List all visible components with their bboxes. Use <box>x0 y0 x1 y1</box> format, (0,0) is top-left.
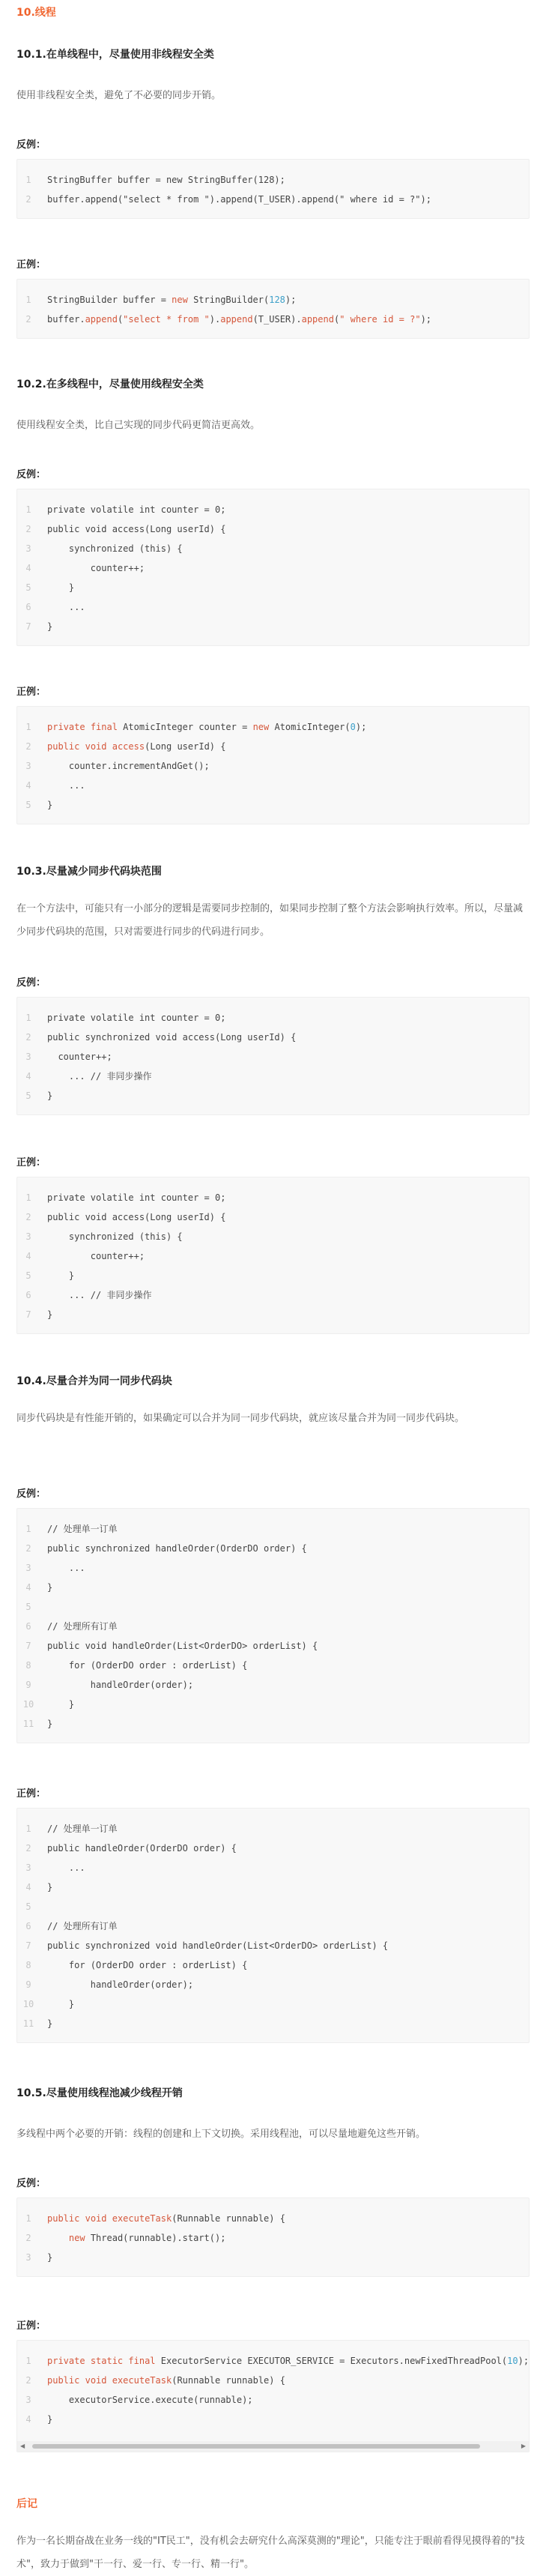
horizontal-scrollbar[interactable] <box>17 2441 529 2452</box>
heading-10-2: 10.2.在多线程中，尽量使用线程安全类 <box>16 378 204 390</box>
code-token: ); <box>285 295 297 305</box>
code-token: append <box>301 314 334 325</box>
code-token: public <box>47 2213 80 2224</box>
line-number: 1 <box>25 1824 31 1834</box>
line-number: 4 <box>25 1582 31 1593</box>
section-title: 10.线程 <box>16 7 56 19</box>
line-number: 10 <box>22 1699 34 1710</box>
code-token: counter++; <box>47 563 145 573</box>
code-token: ... <box>47 1862 85 1873</box>
line-number: 1 <box>25 1013 31 1023</box>
code-token: " where id = ?" <box>339 314 421 325</box>
paragraph-10-2: 使用线程安全类，比自己实现的同步代码更简洁更高效。 <box>16 420 261 431</box>
code-line <box>17 1067 530 1086</box>
line-number: 1 <box>25 2213 31 2224</box>
good-example-label: 正例： <box>16 2320 46 2332</box>
line-number: 3 <box>25 1052 31 1062</box>
good-example-label: 正例： <box>16 1788 46 1800</box>
code-line <box>17 1675 530 1695</box>
code-line <box>17 1916 530 1936</box>
line-number: 2 <box>25 1843 31 1853</box>
line-number: 6 <box>25 1621 31 1632</box>
code-block[interactable] <box>16 706 530 824</box>
code-line <box>17 190 530 209</box>
line-number: 4 <box>25 1251 31 1261</box>
code-token: ); <box>355 722 367 732</box>
code-line <box>17 170 530 190</box>
code-token <box>107 2375 112 2386</box>
code-token: public synchronized void access(Long userId) { <box>47 1032 297 1043</box>
code-token: ). <box>209 314 221 325</box>
line-number: 9 <box>25 1979 31 1990</box>
code-token: public synchronized void handleOrder(List<OrderDO> orderList) { <box>47 1940 389 1951</box>
code-token: (Runnable runnable) { <box>172 2213 285 2224</box>
code-line <box>17 1714 530 1734</box>
code-token: synchronized (this) { <box>47 543 183 554</box>
code-token: new <box>172 295 188 305</box>
code-token: ( <box>333 314 340 325</box>
line-number: 2 <box>25 314 31 325</box>
good-example-label: 正例： <box>16 1157 46 1168</box>
line-number: 7 <box>25 1641 31 1651</box>
code-line <box>17 1578 530 1597</box>
code-token: 0 <box>350 722 356 732</box>
code-line <box>17 617 530 636</box>
code-token: (Runnable runnable) { <box>172 2375 285 2386</box>
code-token: } <box>47 800 53 810</box>
code-token: static <box>90 2356 124 2366</box>
code-line <box>17 756 530 776</box>
line-number: 4 <box>25 780 31 791</box>
code-line <box>17 1285 530 1305</box>
afterword-paragraph: 作为一名长期奋战在业务一线的"IT民工"，没有机会去研究什么高深莫测的"理论"，只能专注于眼前看得见摸得着的"技术"，致力于做到"干一行、爱一行、专一行、精一行"。 <box>16 2536 525 2570</box>
code-line <box>17 1617 530 1636</box>
bad-example-label: 反例： <box>16 139 46 151</box>
code-token: // 处理单一订单 <box>47 1824 118 1834</box>
line-number: 2 <box>25 194 31 205</box>
line-number: 1 <box>25 295 31 305</box>
code-token: StringBuffer buffer = new StringBuffer(128); <box>47 175 285 185</box>
code-line <box>17 2228 530 2248</box>
code-line <box>17 2390 530 2410</box>
line-number: 4 <box>25 563 31 573</box>
code-token: for (OrderDO order : orderList) { <box>47 1960 248 1970</box>
code-block[interactable] <box>16 1177 530 1334</box>
code-block[interactable] <box>16 1508 530 1743</box>
scroll-right-icon[interactable]: ▶ <box>521 2443 526 2449</box>
code-token: AtomicInteger( <box>269 722 351 732</box>
code-token: synchronized (this) { <box>47 1231 183 1242</box>
code-token: } <box>47 2414 53 2425</box>
code-line <box>17 500 530 519</box>
line-number: 8 <box>25 1960 31 1970</box>
code-token: 10 <box>507 2356 518 2366</box>
bad-example-label: 反例： <box>16 977 46 989</box>
code-line <box>17 578 530 597</box>
line-number: 5 <box>25 582 31 593</box>
code-line <box>17 2410 530 2429</box>
code-block[interactable] <box>16 2340 530 2452</box>
code-token: "select * from " <box>123 314 210 325</box>
line-number: 11 <box>22 2018 34 2029</box>
code-token: // 处理所有订单 <box>47 1921 118 1931</box>
code-token: public void access(Long userId) { <box>47 1212 226 1222</box>
code-token: void <box>85 741 107 752</box>
code-token <box>107 2213 112 2224</box>
code-token <box>79 2213 85 2224</box>
line-number: 9 <box>25 1680 31 1690</box>
code-line <box>17 1636 530 1656</box>
heading-10-4: 10.4.尽量合并为同一同步代码块 <box>16 1375 172 1387</box>
code-token <box>85 722 91 732</box>
code-line <box>17 1597 530 1617</box>
line-number: 1 <box>25 1192 31 1203</box>
code-line <box>17 1994 530 2014</box>
code-token <box>85 2356 91 2366</box>
code-token: ( <box>117 314 124 325</box>
code-token: // 处理单一订单 <box>47 1524 118 1534</box>
code-line <box>17 795 530 815</box>
code-token: buffer. <box>47 314 85 325</box>
paragraph-10-1: 使用非线程安全类，避免了不必要的同步开销。 <box>16 90 222 101</box>
code-line <box>17 737 530 756</box>
code-line <box>17 558 530 578</box>
code-token: ExecutorService EXECUTOR_SERVICE = Executors.newFixedThreadPool( <box>155 2356 508 2366</box>
line-number: 1 <box>25 722 31 732</box>
code-token: ); <box>518 2356 530 2366</box>
line-number: 2 <box>25 1032 31 1043</box>
code-token: final <box>128 2356 156 2366</box>
good-example-label: 正例： <box>16 687 46 698</box>
code-line <box>17 1028 530 1047</box>
line-number: 2 <box>25 2375 31 2386</box>
line-number: 2 <box>25 1212 31 1222</box>
code-token: buffer.append("select * from ").append(T_USER).append(" where id = ?"); <box>47 194 431 205</box>
line-number: 6 <box>25 602 31 612</box>
code-block[interactable] <box>16 489 530 646</box>
code-token: executeTask <box>112 2213 172 2224</box>
line-number: 5 <box>25 1091 31 1101</box>
line-number: 1 <box>25 175 31 185</box>
code-token: ... // 非同步操作 <box>47 1071 152 1082</box>
code-line <box>17 1008 530 1028</box>
code-line <box>17 1839 530 1858</box>
heading-10-3: 10.3.尽量减少同步代码块范围 <box>16 866 162 878</box>
code-token: } <box>47 1582 53 1593</box>
line-number: 5 <box>25 1270 31 1281</box>
line-number: 3 <box>25 761 31 771</box>
code-line <box>17 1047 530 1067</box>
code-token: private <box>47 722 85 732</box>
code-line <box>17 290 530 310</box>
bad-example-label: 反例： <box>16 469 46 480</box>
code-token: private volatile int counter = 0; <box>47 504 226 515</box>
code-line <box>17 1227 530 1246</box>
code-token: private <box>47 2356 85 2366</box>
code-token: public void access(Long userId) { <box>47 524 226 534</box>
line-number: 3 <box>25 1862 31 1873</box>
line-number: 2 <box>25 1543 31 1554</box>
code-token: (T_USER). <box>252 314 302 325</box>
code-line <box>17 519 530 539</box>
code-token: // 处理所有订单 <box>47 1621 118 1632</box>
code-line <box>17 1266 530 1285</box>
code-token: final <box>90 722 118 732</box>
line-number: 11 <box>22 1719 34 1729</box>
code-line <box>17 1558 530 1578</box>
code-token: } <box>47 621 53 632</box>
line-number: 3 <box>25 2252 31 2263</box>
line-number: 6 <box>25 1921 31 1931</box>
code-token: private volatile int counter = 0; <box>47 1013 226 1023</box>
code-token: new <box>68 2233 85 2243</box>
code-token: AtomicInteger counter = <box>117 722 253 732</box>
code-token: new <box>252 722 270 732</box>
code-line <box>17 1519 530 1539</box>
line-number: 3 <box>25 1231 31 1242</box>
code-line <box>17 2248 530 2267</box>
paragraph-10-5: 多线程中两个必要的开销：线程的创建和上下文切换。采用线程池，可以尽量地避免这些开销。 <box>16 2129 426 2140</box>
line-number: 2 <box>25 524 31 534</box>
code-line <box>17 1695 530 1714</box>
line-number: 10 <box>22 1999 34 2009</box>
code-line <box>17 776 530 795</box>
scrollbar-thumb[interactable] <box>32 2444 480 2449</box>
code-token: StringBuilder( <box>187 295 270 305</box>
code-token: } <box>47 1719 53 1729</box>
code-line <box>17 2371 530 2390</box>
code-token: } <box>47 1270 75 1281</box>
code-token: counter.incrementAndGet(); <box>47 761 210 771</box>
code-token: public <box>47 741 80 752</box>
code-token: handleOrder(order); <box>47 1680 194 1690</box>
line-number: 1 <box>25 1524 31 1534</box>
code-line <box>17 310 530 329</box>
code-token: ... <box>47 780 85 791</box>
code-line <box>17 2351 530 2371</box>
code-token: ... <box>47 1563 85 1573</box>
code-token <box>79 2375 85 2386</box>
code-block[interactable] <box>16 159 530 219</box>
line-number: 2 <box>25 741 31 752</box>
code-token: ... <box>47 602 85 612</box>
code-line <box>17 1305 530 1324</box>
code-line <box>17 539 530 558</box>
code-token: counter++; <box>47 1052 112 1062</box>
line-number: 5 <box>25 1602 31 1612</box>
code-line <box>17 2014 530 2033</box>
code-token: public synchronized handleOrder(OrderDO order) { <box>47 1543 307 1554</box>
code-token: } <box>47 1999 75 2009</box>
line-number: 7 <box>25 621 31 632</box>
code-line <box>17 1975 530 1994</box>
code-token: counter++; <box>47 1251 145 1261</box>
code-line <box>17 1656 530 1675</box>
code-token: } <box>47 2252 53 2263</box>
code-token <box>107 741 112 752</box>
line-number: 2 <box>25 2233 31 2243</box>
code-token: public <box>47 2375 80 2386</box>
line-number: 4 <box>25 1882 31 1892</box>
code-token: public void handleOrder(List<OrderDO> orderList) { <box>47 1641 318 1651</box>
code-line <box>17 1877 530 1897</box>
code-token: executeTask <box>112 2375 172 2386</box>
bad-example-label: 反例： <box>16 1488 46 1500</box>
code-token: } <box>47 582 75 593</box>
code-line <box>17 1955 530 1975</box>
code-line <box>17 1819 530 1839</box>
code-token: ... // 非同步操作 <box>47 1290 152 1300</box>
code-token: append <box>85 314 118 325</box>
code-block[interactable] <box>16 279 530 339</box>
code-token: void <box>85 2213 107 2224</box>
code-block[interactable] <box>16 997 530 1115</box>
code-line <box>17 2209 530 2228</box>
line-number: 6 <box>25 1290 31 1300</box>
code-token: for (OrderDO order : orderList) { <box>47 1660 248 1671</box>
code-token: } <box>47 1882 53 1892</box>
code-token <box>47 2233 69 2243</box>
code-token: handleOrder(order); <box>47 1979 194 1990</box>
code-token: Thread(runnable).start(); <box>85 2233 226 2243</box>
afterword-title: 后记 <box>16 2498 37 2510</box>
code-token: private volatile int counter = 0; <box>47 1192 226 1203</box>
code-token: append <box>220 314 253 325</box>
line-number: 3 <box>25 543 31 554</box>
paragraph-10-4: 同步代码块是有性能开销的，如果确定可以合并为同一同步代码块，就应该尽量合并为同一同步代码块。 <box>16 1413 465 1424</box>
heading-10-1: 10.1.在单线程中，尽量使用非线程安全类 <box>16 49 214 61</box>
code-token: ); <box>420 314 432 325</box>
line-number: 1 <box>25 504 31 515</box>
code-token: } <box>47 2018 53 2029</box>
code-token: StringBuilder buffer = <box>47 295 172 305</box>
code-token: void <box>85 2375 107 2386</box>
code-line <box>17 1936 530 1955</box>
code-line <box>17 597 530 617</box>
code-line <box>17 717 530 737</box>
line-number: 7 <box>25 1309 31 1320</box>
code-token: public handleOrder(OrderDO order) { <box>47 1843 237 1853</box>
code-line <box>17 1246 530 1266</box>
code-block[interactable] <box>16 1808 530 2043</box>
code-token: access <box>112 741 145 752</box>
line-number: 5 <box>25 1901 31 1912</box>
good-example-label: 正例： <box>16 259 46 271</box>
scroll-left-icon[interactable]: ◀ <box>20 2443 25 2449</box>
line-number: 4 <box>25 1071 31 1082</box>
code-block[interactable] <box>16 2198 530 2277</box>
line-number: 7 <box>25 1940 31 1951</box>
line-number: 3 <box>25 2395 31 2405</box>
line-number: 8 <box>25 1660 31 1671</box>
paragraph-10-3: 在一个方法中，可能只有一小部分的逻辑是需要同步控制的，如果同步控制了整个方法会影响执行效率。所以，尽量减少同步代码块的范围，只对需要进行同步的代码进行同步。 <box>16 903 524 938</box>
line-number: 5 <box>25 800 31 810</box>
bad-example-label: 反例： <box>16 2178 46 2189</box>
code-token <box>79 741 85 752</box>
code-line <box>17 1897 530 1916</box>
code-line <box>17 1539 530 1558</box>
code-token: } <box>47 1699 75 1710</box>
code-line <box>17 1858 530 1877</box>
line-number: 4 <box>25 2414 31 2425</box>
code-line <box>17 1188 530 1207</box>
code-token: } <box>47 1309 53 1320</box>
code-token: executorService.execute(runnable); <box>47 2395 253 2405</box>
code-token: (Long userId) { <box>145 741 226 752</box>
heading-10-5: 10.5.尽量使用线程池减少线程开销 <box>16 2087 183 2099</box>
line-number: 1 <box>25 2356 31 2366</box>
code-token: } <box>47 1091 53 1101</box>
code-token: 128 <box>269 295 285 305</box>
code-line <box>17 1207 530 1227</box>
code-line <box>17 1086 530 1105</box>
line-number: 3 <box>25 1563 31 1573</box>
